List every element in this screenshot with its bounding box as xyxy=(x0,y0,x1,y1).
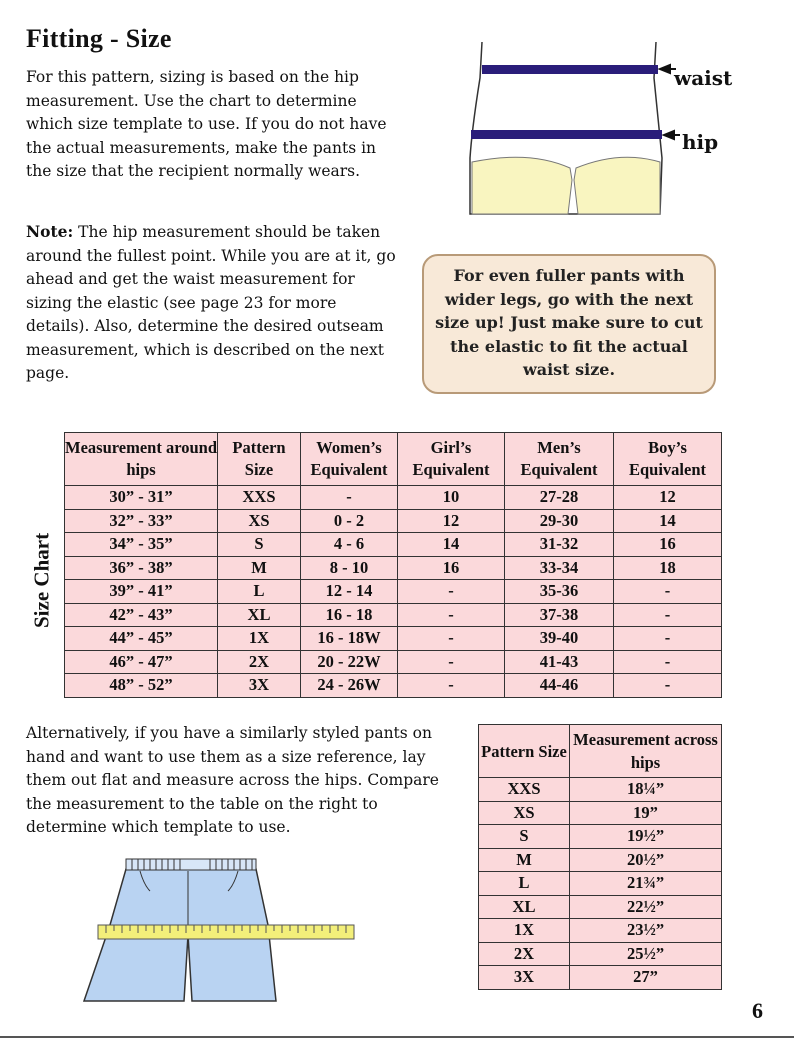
table-cell: 20½” xyxy=(570,848,722,872)
table-cell: 32” - 33” xyxy=(65,509,218,533)
table-row xyxy=(479,919,722,943)
table-row xyxy=(479,966,722,990)
table-cell: 23½” xyxy=(570,919,722,943)
legs-fill-right xyxy=(574,157,660,214)
table-cell: - xyxy=(614,674,722,698)
table-cell: XL xyxy=(218,603,301,627)
pants-measuring-figure xyxy=(80,855,370,1005)
table-cell: 29-30 xyxy=(505,509,614,533)
hip-label: hip xyxy=(682,130,719,154)
table-cell: - xyxy=(398,627,505,651)
table-cell: 18 xyxy=(614,556,722,580)
table-cell: M xyxy=(479,848,570,872)
table-cell: 25½” xyxy=(570,942,722,966)
table-cell: 3X xyxy=(218,674,301,698)
table-cell: 22½” xyxy=(570,895,722,919)
table-row xyxy=(65,650,722,674)
table-cell: 37-38 xyxy=(505,603,614,627)
table-row xyxy=(479,825,722,849)
table-row xyxy=(65,603,722,627)
legs-fill xyxy=(472,157,572,214)
hip-band xyxy=(471,130,662,139)
table-cell: 39-40 xyxy=(505,627,614,651)
table-cell: 12 xyxy=(398,509,505,533)
table-cell: XS xyxy=(218,509,301,533)
table-row xyxy=(479,848,722,872)
table-cell: 12 - 14 xyxy=(301,580,398,604)
table-cell: 21¾” xyxy=(570,872,722,896)
table-cell: 31-32 xyxy=(505,533,614,557)
table-cell: 10 xyxy=(398,486,505,510)
table-cell: - xyxy=(398,580,505,604)
table-cell: 20 - 22W xyxy=(301,650,398,674)
table-cell: 35-36 xyxy=(505,580,614,604)
note-text: The hip measurement should be taken around the fullest point. While you are at it, go ahead and get the waist measurement for sizing the elastic (see page 23 for more details). Also, determine the desired outseam measurement, which is described on the next page. xyxy=(26,223,396,382)
table-row xyxy=(65,627,722,651)
table-row xyxy=(65,533,722,557)
table-cell: 2X xyxy=(479,942,570,966)
table-row xyxy=(65,674,722,698)
table-cell: 3X xyxy=(479,966,570,990)
table-cell: 41-43 xyxy=(505,650,614,674)
waist-hip-figure xyxy=(450,38,740,218)
table-cell: 19” xyxy=(570,801,722,825)
table-cell: 33-34 xyxy=(505,556,614,580)
note-label: Note: xyxy=(26,222,74,241)
table-row xyxy=(65,509,722,533)
table-cell: 19½” xyxy=(570,825,722,849)
table-cell: 8 - 10 xyxy=(301,556,398,580)
table-cell: - xyxy=(398,603,505,627)
table-row xyxy=(479,778,722,802)
table-row xyxy=(65,486,722,510)
table-cell: XS xyxy=(479,801,570,825)
table-cell: - xyxy=(301,486,398,510)
table-cell: 36” - 38” xyxy=(65,556,218,580)
table-cell: 30” - 31” xyxy=(65,486,218,510)
table-cell: 4 - 6 xyxy=(301,533,398,557)
column-header: Pattern Size xyxy=(218,433,301,486)
table-cell: 44-46 xyxy=(505,674,614,698)
table-cell: 46” - 47” xyxy=(65,650,218,674)
table-cell: 14 xyxy=(398,533,505,557)
table-cell: 16 xyxy=(398,556,505,580)
table-cell: - xyxy=(614,580,722,604)
size-chart-header-row xyxy=(65,433,722,486)
table-cell: S xyxy=(479,825,570,849)
hip-measurement-table xyxy=(478,724,722,990)
table-row xyxy=(479,801,722,825)
table-cell: L xyxy=(218,580,301,604)
waistband xyxy=(126,859,256,870)
table-cell: 12 xyxy=(614,486,722,510)
column-header: Men’s Equivalent xyxy=(505,433,614,486)
bottom-divider xyxy=(0,1036,794,1038)
table-cell: 2X xyxy=(218,650,301,674)
page-title: Fitting - Size xyxy=(26,24,172,53)
table-row xyxy=(479,872,722,896)
table-cell: 18¼” xyxy=(570,778,722,802)
table-cell: 16 - 18 xyxy=(301,603,398,627)
table-cell: 39” - 41” xyxy=(65,580,218,604)
table-cell: 0 - 2 xyxy=(301,509,398,533)
table-cell: XXS xyxy=(479,778,570,802)
table-cell: 48” - 52” xyxy=(65,674,218,698)
hip-arrow-icon xyxy=(664,131,680,139)
table-cell: 34” - 35” xyxy=(65,533,218,557)
table-cell: 16 xyxy=(614,533,722,557)
table-cell: 44” - 45” xyxy=(65,627,218,651)
hips-header-row xyxy=(479,725,722,778)
size-chart-table xyxy=(64,432,722,698)
table-cell: XXS xyxy=(218,486,301,510)
table-row xyxy=(65,556,722,580)
alternative-method-paragraph: Alternatively, if you have a similarly styled pants on hand and want to use them as a size reference, lay them out flat and measure across the hips. Compare the measurement to the table on the right to determine which template to use. xyxy=(26,724,439,836)
table-cell: 1X xyxy=(479,919,570,943)
table-cell: - xyxy=(614,603,722,627)
table-cell: L xyxy=(479,872,570,896)
table-cell: 42” - 43” xyxy=(65,603,218,627)
table-cell: - xyxy=(398,650,505,674)
fuller-pants-callout: For even fuller pants with wider legs, go with the next size up! Just make sure to cut the elastic to fit the actual waist size. xyxy=(422,254,716,394)
column-header: Women’s Equivalent xyxy=(301,433,398,486)
table-cell: - xyxy=(614,627,722,651)
size-chart-side-label: Size Chart xyxy=(29,532,54,628)
table-row xyxy=(65,580,722,604)
table-cell: S xyxy=(218,533,301,557)
column-header: Boy’s Equivalent xyxy=(614,433,722,486)
table-cell: 16 - 18W xyxy=(301,627,398,651)
note-paragraph xyxy=(26,220,396,386)
table-cell: 1X xyxy=(218,627,301,651)
table-cell: - xyxy=(614,650,722,674)
table-cell: M xyxy=(218,556,301,580)
table-cell: 27-28 xyxy=(505,486,614,510)
table-row xyxy=(479,895,722,919)
waist-band xyxy=(482,65,658,74)
table-cell: 14 xyxy=(614,509,722,533)
column-header: Pattern Size xyxy=(479,725,570,778)
table-cell: - xyxy=(398,674,505,698)
page-number: 6 xyxy=(752,998,763,1023)
table-cell: 27” xyxy=(570,966,722,990)
column-header: Girl’s Equivalent xyxy=(398,433,505,486)
table-cell: XL xyxy=(479,895,570,919)
table-cell: 24 - 26W xyxy=(301,674,398,698)
column-header: Measurement around hips xyxy=(65,433,218,486)
intro-paragraph: For this pattern, sizing is based on the hip measurement. Use the chart to determine which size template to use. If you do not have the actual measurements, make the pants in the size that the recipient normally wears. xyxy=(26,68,387,180)
waist-label: waist xyxy=(674,66,733,90)
table-row xyxy=(479,942,722,966)
column-header: Measurement across hips xyxy=(570,725,722,778)
